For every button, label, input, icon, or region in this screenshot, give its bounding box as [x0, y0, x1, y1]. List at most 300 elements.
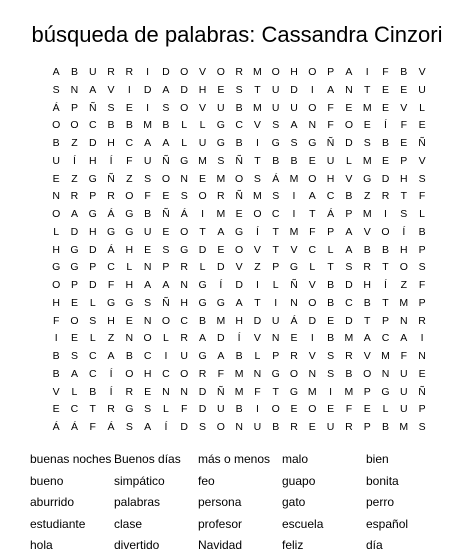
grid-letter[interactable]: Í — [109, 367, 113, 380]
grid-letter[interactable]: L — [181, 137, 188, 149]
grid-letter[interactable]: E — [327, 403, 335, 416]
grid-letter[interactable]: E — [125, 101, 133, 114]
grid-letter[interactable]: E — [52, 403, 60, 416]
grid-letter[interactable]: O — [143, 332, 152, 345]
grid-letter[interactable]: V — [418, 66, 426, 78]
grid-letter[interactable]: V — [52, 385, 60, 398]
grid-letter[interactable]: U — [217, 101, 225, 114]
grid-letter[interactable]: E — [162, 225, 170, 238]
grid-letter[interactable]: A — [363, 332, 371, 345]
grid-letter[interactable]: S — [107, 101, 115, 114]
grid-letter[interactable]: C — [88, 350, 97, 362]
grid-letter[interactable]: M — [381, 350, 390, 362]
grid-letter[interactable]: B — [125, 350, 133, 362]
grid-letter[interactable]: B — [199, 314, 207, 327]
grid-letter[interactable]: M — [216, 172, 226, 185]
grid-letter[interactable]: T — [327, 261, 334, 274]
grid-letter[interactable]: P — [272, 350, 280, 362]
grid-letter[interactable]: D — [198, 243, 207, 256]
grid-letter[interactable]: D — [162, 66, 170, 78]
grid-letter[interactable]: A — [235, 296, 243, 309]
grid-letter[interactable]: Z — [363, 190, 371, 203]
grid-letter[interactable]: S — [217, 154, 225, 167]
grid-letter[interactable]: V — [253, 243, 261, 256]
grid-letter[interactable]: P — [327, 225, 335, 238]
grid-letter[interactable]: G — [271, 137, 280, 149]
grid-letter[interactable]: E — [162, 190, 170, 203]
grid-letter[interactable]: C — [125, 137, 134, 149]
grid-letter[interactable]: Ñ — [217, 385, 225, 398]
grid-letter[interactable]: R — [381, 190, 390, 203]
grid-letter[interactable]: O — [125, 367, 134, 380]
grid-letter[interactable]: H — [125, 243, 134, 256]
grid-letter[interactable]: E — [381, 101, 389, 114]
grid-letter[interactable]: B — [52, 350, 60, 362]
grid-letter[interactable]: R — [125, 66, 134, 78]
grid-letter[interactable]: H — [88, 225, 97, 238]
grid-letter[interactable]: A — [107, 350, 115, 362]
grid-letter[interactable]: H — [107, 314, 115, 327]
grid-letter[interactable]: L — [419, 208, 425, 220]
grid-letter[interactable]: V — [199, 101, 207, 114]
grid-letter[interactable]: S — [144, 172, 152, 185]
grid-letter[interactable]: E — [363, 403, 371, 416]
grid-letter[interactable]: T — [382, 296, 389, 309]
grid-letter[interactable]: D — [290, 83, 298, 96]
grid-letter[interactable]: E — [400, 137, 408, 149]
grid-letter[interactable]: F — [52, 314, 60, 327]
grid-letter[interactable]: T — [254, 154, 261, 167]
grid-letter[interactable]: G — [88, 208, 97, 220]
grid-letter[interactable]: L — [272, 279, 279, 291]
grid-letter[interactable]: I — [164, 350, 168, 362]
grid-letter[interactable]: M — [253, 101, 262, 114]
grid-letter[interactable]: G — [289, 385, 299, 398]
grid-letter[interactable]: L — [89, 296, 96, 309]
grid-letter[interactable]: N — [125, 332, 134, 345]
grid-letter[interactable]: U — [180, 350, 189, 362]
grid-letter[interactable]: Í — [219, 279, 223, 291]
grid-letter[interactable]: O — [180, 101, 189, 114]
grid-letter[interactable]: C — [326, 190, 335, 203]
grid-letter[interactable]: B — [107, 119, 115, 132]
grid-letter[interactable]: P — [272, 261, 280, 274]
grid-letter[interactable]: P — [70, 279, 78, 291]
grid-letter[interactable]: Ñ — [290, 279, 298, 291]
grid-letter[interactable]: V — [308, 279, 316, 291]
grid-letter[interactable]: I — [365, 66, 369, 78]
grid-letter[interactable]: Ñ — [88, 101, 97, 114]
grid-letter[interactable]: T — [272, 385, 279, 398]
grid-letter[interactable]: O — [180, 225, 189, 238]
grid-letter[interactable]: I — [127, 83, 131, 96]
grid-letter[interactable]: L — [327, 243, 334, 256]
grid-letter[interactable]: B — [363, 243, 371, 256]
grid-letter[interactable]: G — [216, 119, 225, 132]
grid-letter[interactable]: B — [381, 421, 389, 433]
grid-letter[interactable]: O — [308, 403, 317, 416]
grid-letter[interactable]: O — [308, 66, 317, 78]
grid-letter[interactable]: Ñ — [162, 208, 170, 220]
grid-letter[interactable]: F — [418, 279, 426, 291]
grid-letter[interactable]: Ñ — [162, 154, 170, 167]
grid-letter[interactable]: E — [418, 367, 426, 380]
grid-letter[interactable]: B — [235, 350, 243, 362]
grid-letter[interactable]: M — [289, 225, 299, 238]
grid-letter[interactable]: S — [253, 172, 261, 185]
grid-letter[interactable]: D — [88, 279, 97, 291]
grid-letter[interactable]: A — [400, 332, 408, 345]
grid-letter[interactable]: F — [345, 403, 353, 416]
grid-letter[interactable]: O — [180, 367, 189, 380]
grid-letter[interactable]: E — [363, 119, 371, 132]
grid-letter[interactable]: B — [125, 119, 133, 132]
grid-letter[interactable]: D — [70, 225, 79, 238]
grid-letter[interactable]: O — [271, 66, 280, 78]
grid-letter[interactable]: M — [216, 208, 226, 220]
grid-letter[interactable]: S — [125, 421, 133, 433]
grid-letter[interactable]: O — [381, 225, 390, 238]
grid-letter[interactable]: A — [217, 350, 225, 362]
grid-letter[interactable]: G — [198, 296, 207, 309]
grid-letter[interactable]: Z — [71, 172, 78, 185]
grid-letter[interactable]: L — [126, 261, 133, 274]
grid-letter[interactable]: E — [308, 421, 316, 433]
grid-letter[interactable]: T — [272, 225, 279, 238]
grid-letter[interactable]: C — [381, 332, 390, 345]
grid-letter[interactable]: G — [180, 243, 189, 256]
grid-letter[interactable]: R — [363, 261, 371, 274]
grid-letter[interactable]: E — [327, 314, 335, 327]
grid-letter[interactable]: T — [199, 225, 206, 238]
grid-letter[interactable]: M — [344, 385, 354, 398]
grid-letter[interactable]: P — [89, 190, 97, 203]
grid-letter[interactable]: B — [235, 137, 243, 149]
grid-letter[interactable]: A — [345, 225, 353, 238]
grid-letter[interactable]: P — [327, 66, 335, 78]
grid-letter[interactable]: V — [199, 66, 207, 78]
grid-letter[interactable]: M — [253, 66, 262, 78]
grid-letter[interactable]: R — [418, 314, 426, 327]
grid-letter[interactable]: Á — [52, 421, 60, 433]
grid-letter[interactable]: P — [418, 243, 426, 256]
grid-letter[interactable]: U — [271, 101, 280, 114]
grid-letter[interactable]: O — [308, 296, 317, 309]
grid-letter[interactable]: Z — [107, 332, 115, 345]
grid-letter[interactable]: F — [107, 279, 115, 291]
grid-letter[interactable]: I — [384, 208, 387, 220]
grid-letter[interactable]: V — [290, 243, 298, 256]
grid-letter[interactable]: S — [418, 172, 426, 185]
grid-letter[interactable]: E — [235, 208, 243, 220]
grid-letter[interactable]: L — [71, 385, 78, 398]
grid-letter[interactable]: G — [363, 172, 372, 185]
grid-letter[interactable]: I — [274, 296, 278, 309]
grid-letter[interactable]: I — [329, 385, 333, 398]
grid-letter[interactable]: Ñ — [235, 154, 243, 167]
grid-letter[interactable]: N — [345, 83, 353, 96]
grid-letter[interactable]: M — [234, 385, 244, 398]
grid-letter[interactable]: S — [418, 261, 426, 274]
grid-letter[interactable]: F — [181, 403, 188, 416]
grid-letter[interactable]: T — [272, 243, 279, 256]
grid-letter[interactable]: Í — [402, 225, 406, 238]
grid-letter[interactable]: O — [308, 172, 317, 185]
grid-letter[interactable]: G — [289, 261, 299, 274]
grid-letter[interactable]: N — [52, 190, 60, 203]
grid-letter[interactable]: O — [52, 119, 61, 132]
grid-letter[interactable]: G — [125, 403, 134, 416]
grid-letter[interactable]: C — [162, 367, 170, 380]
grid-letter[interactable]: I — [54, 332, 58, 345]
grid-letter[interactable]: N — [418, 350, 426, 362]
grid-letter[interactable]: P — [381, 314, 389, 327]
grid-letter[interactable]: P — [363, 385, 371, 398]
grid-letter[interactable]: B — [327, 279, 335, 291]
grid-letter[interactable]: S — [162, 243, 170, 256]
grid-letter[interactable]: B — [162, 119, 170, 132]
grid-letter[interactable]: F — [254, 385, 261, 398]
grid-letter[interactable]: A — [162, 137, 170, 149]
grid-letter[interactable]: C — [308, 243, 317, 256]
grid-letter[interactable]: D — [143, 83, 152, 96]
grid-letter[interactable]: N — [253, 367, 262, 380]
grid-letter[interactable]: N — [143, 261, 152, 274]
grid-letter[interactable]: I — [146, 66, 150, 78]
grid-letter[interactable]: D — [198, 385, 207, 398]
grid-letter[interactable]: I — [201, 208, 204, 220]
grid-letter[interactable]: A — [144, 421, 152, 433]
grid-letter[interactable]: L — [309, 261, 316, 274]
grid-letter[interactable]: Ñ — [326, 137, 335, 149]
grid-letter[interactable]: B — [327, 332, 335, 345]
grid-letter[interactable]: S — [144, 403, 152, 416]
grid-letter[interactable]: D — [381, 172, 390, 185]
grid-letter[interactable]: S — [327, 350, 335, 362]
grid-letter[interactable]: Ñ — [418, 385, 426, 398]
grid-letter[interactable]: H — [399, 172, 408, 185]
grid-letter[interactable]: S — [89, 314, 97, 327]
grid-letter[interactable]: O — [344, 119, 353, 132]
grid-letter[interactable]: L — [163, 332, 169, 345]
grid-letter[interactable]: A — [199, 332, 207, 345]
grid-letter[interactable]: S — [144, 296, 152, 309]
grid-letter[interactable]: Á — [272, 172, 280, 185]
grid-letter[interactable]: B — [235, 101, 243, 114]
grid-letter[interactable]: B — [89, 385, 97, 398]
grid-letter[interactable]: N — [180, 385, 189, 398]
grid-letter[interactable]: R — [290, 421, 298, 433]
grid-letter[interactable]: U — [399, 367, 408, 380]
grid-letter[interactable]: B — [345, 367, 353, 380]
grid-letter[interactable]: D — [217, 261, 225, 274]
grid-letter[interactable]: Á — [107, 421, 115, 433]
grid-letter[interactable]: G — [308, 137, 317, 149]
grid-letter[interactable]: Ñ — [418, 137, 426, 149]
grid-letter[interactable]: E — [217, 83, 225, 96]
grid-letter[interactable]: M — [307, 385, 317, 398]
grid-letter[interactable]: D — [345, 314, 353, 327]
grid-letter[interactable]: N — [399, 314, 408, 327]
grid-letter[interactable]: M — [362, 154, 372, 167]
grid-letter[interactable]: H — [290, 66, 298, 78]
grid-letter[interactable]: M — [234, 367, 244, 380]
grid-letter[interactable]: Í — [384, 119, 387, 132]
grid-letter[interactable]: E — [345, 101, 353, 114]
grid-letter[interactable]: Z — [126, 172, 133, 185]
grid-letter[interactable]: A — [217, 225, 225, 238]
grid-letter[interactable]: U — [88, 66, 97, 78]
grid-letter[interactable]: O — [198, 190, 207, 203]
grid-letter[interactable]: A — [290, 119, 298, 132]
grid-letter[interactable]: G — [216, 296, 225, 309]
grid-letter[interactable]: V — [253, 119, 261, 132]
grid-letter[interactable]: N — [180, 279, 189, 291]
grid-letter[interactable]: N — [235, 421, 243, 433]
grid-letter[interactable]: F — [144, 190, 151, 203]
grid-letter[interactable]: N — [162, 385, 170, 398]
grid-letter[interactable]: P — [400, 154, 408, 167]
grid-letter[interactable]: M — [253, 190, 262, 203]
grid-letter[interactable]: S — [363, 137, 371, 149]
grid-letter[interactable]: G — [180, 154, 189, 167]
grid-letter[interactable]: O — [70, 314, 79, 327]
grid-letter[interactable]: G — [198, 350, 207, 362]
grid-letter[interactable]: U — [143, 154, 152, 167]
grid-letter[interactable]: F — [309, 225, 316, 238]
grid-letter[interactable]: H — [235, 314, 243, 327]
grid-letter[interactable]: O — [253, 208, 262, 220]
grid-letter[interactable]: E — [144, 243, 152, 256]
grid-letter[interactable]: E — [381, 83, 389, 96]
grid-letter[interactable]: M — [344, 332, 354, 345]
grid-letter[interactable]: G — [381, 385, 390, 398]
grid-letter[interactable]: A — [144, 279, 152, 291]
grid-letter[interactable]: U — [326, 154, 335, 167]
grid-letter[interactable]: D — [217, 332, 225, 345]
grid-letter[interactable]: Í — [255, 225, 259, 238]
grid-letter[interactable]: U — [217, 403, 225, 416]
grid-letter[interactable]: L — [89, 332, 96, 345]
grid-letter[interactable]: R — [217, 190, 225, 203]
grid-letter[interactable]: Ñ — [162, 296, 170, 309]
grid-letter[interactable]: U — [399, 403, 408, 416]
grid-letter[interactable]: O — [308, 101, 317, 114]
grid-letter[interactable]: O — [363, 367, 372, 380]
grid-letter[interactable]: S — [327, 367, 335, 380]
grid-letter[interactable]: D — [345, 137, 353, 149]
grid-letter[interactable]: O — [235, 172, 244, 185]
grid-letter[interactable]: S — [272, 190, 280, 203]
grid-letter[interactable]: A — [70, 208, 78, 220]
grid-letter[interactable]: L — [181, 119, 188, 132]
grid-letter[interactable]: V — [363, 350, 371, 362]
grid-letter[interactable]: T — [254, 296, 261, 309]
grid-letter[interactable]: V — [107, 83, 115, 96]
grid-letter[interactable]: L — [199, 119, 206, 132]
grid-letter[interactable]: E — [144, 385, 152, 398]
grid-letter[interactable]: H — [363, 279, 371, 291]
grid-letter[interactable]: G — [88, 172, 97, 185]
grid-letter[interactable]: C — [143, 350, 152, 362]
grid-letter[interactable]: C — [271, 208, 280, 220]
grid-letter[interactable]: D — [180, 421, 189, 433]
grid-letter[interactable]: E — [217, 243, 225, 256]
grid-letter[interactable]: L — [53, 225, 60, 238]
grid-letter[interactable]: C — [88, 367, 97, 380]
grid-letter[interactable]: R — [180, 332, 189, 345]
grid-letter[interactable]: U — [143, 225, 152, 238]
grid-letter[interactable]: Ñ — [235, 190, 243, 203]
grid-letter[interactable]: Í — [164, 421, 168, 433]
grid-letter[interactable]: F — [418, 190, 426, 203]
grid-letter[interactable]: O — [216, 66, 225, 78]
grid-letter[interactable]: U — [418, 83, 426, 96]
grid-letter[interactable]: E — [308, 154, 316, 167]
grid-letter[interactable]: Í — [72, 154, 76, 167]
grid-letter[interactable]: U — [271, 314, 280, 327]
grid-letter[interactable]: O — [52, 279, 61, 291]
grid-letter[interactable]: H — [198, 83, 207, 96]
grid-letter[interactable]: H — [107, 137, 115, 149]
grid-letter[interactable]: G — [70, 261, 79, 274]
grid-letter[interactable]: L — [382, 403, 389, 416]
grid-letter[interactable]: P — [418, 403, 426, 416]
grid-letter[interactable]: E — [199, 172, 207, 185]
grid-letter[interactable]: E — [125, 314, 133, 327]
grid-letter[interactable]: G — [70, 243, 79, 256]
grid-letter[interactable]: N — [308, 367, 317, 380]
grid-letter[interactable]: B — [381, 137, 389, 149]
grid-letter[interactable]: F — [327, 119, 334, 132]
grid-letter[interactable]: E — [290, 403, 298, 416]
grid-letter[interactable]: G — [125, 225, 134, 238]
grid-letter[interactable]: A — [345, 66, 353, 78]
grid-letter[interactable]: B — [327, 296, 335, 309]
grid-letter[interactable]: L — [163, 403, 169, 416]
grid-letter[interactable]: G — [125, 208, 134, 220]
grid-letter[interactable]: Á — [107, 243, 115, 256]
grid-letter[interactable]: E — [70, 296, 78, 309]
grid-letter[interactable]: S — [52, 83, 60, 96]
grid-letter[interactable]: P — [70, 101, 78, 114]
grid-letter[interactable]: Z — [71, 137, 78, 149]
grid-letter[interactable]: D — [180, 83, 189, 96]
grid-letter[interactable]: M — [399, 296, 409, 309]
grid-letter[interactable]: B — [144, 208, 152, 220]
grid-letter[interactable]: A — [89, 83, 97, 96]
grid-letter[interactable]: B — [235, 403, 243, 416]
grid-letter[interactable]: A — [70, 367, 78, 380]
grid-letter[interactable]: L — [419, 101, 425, 114]
grid-letter[interactable]: F — [382, 66, 389, 78]
grid-letter[interactable]: C — [180, 314, 189, 327]
grid-letter[interactable]: I — [146, 101, 150, 114]
grid-letter[interactable]: V — [308, 350, 316, 362]
grid-letter[interactable]: Á — [180, 208, 188, 220]
grid-letter[interactable]: R — [198, 367, 207, 380]
grid-letter[interactable]: U — [52, 154, 60, 167]
grid-letter[interactable]: S — [70, 350, 78, 362]
grid-letter[interactable]: G — [198, 279, 207, 291]
grid-letter[interactable]: D — [345, 279, 353, 291]
grid-letter[interactable]: F — [327, 101, 334, 114]
grid-letter[interactable]: U — [253, 421, 262, 433]
grid-letter[interactable]: B — [52, 137, 60, 149]
grid-letter[interactable]: L — [254, 350, 261, 362]
grid-letter[interactable]: M — [362, 208, 372, 220]
grid-letter[interactable]: M — [289, 172, 299, 185]
